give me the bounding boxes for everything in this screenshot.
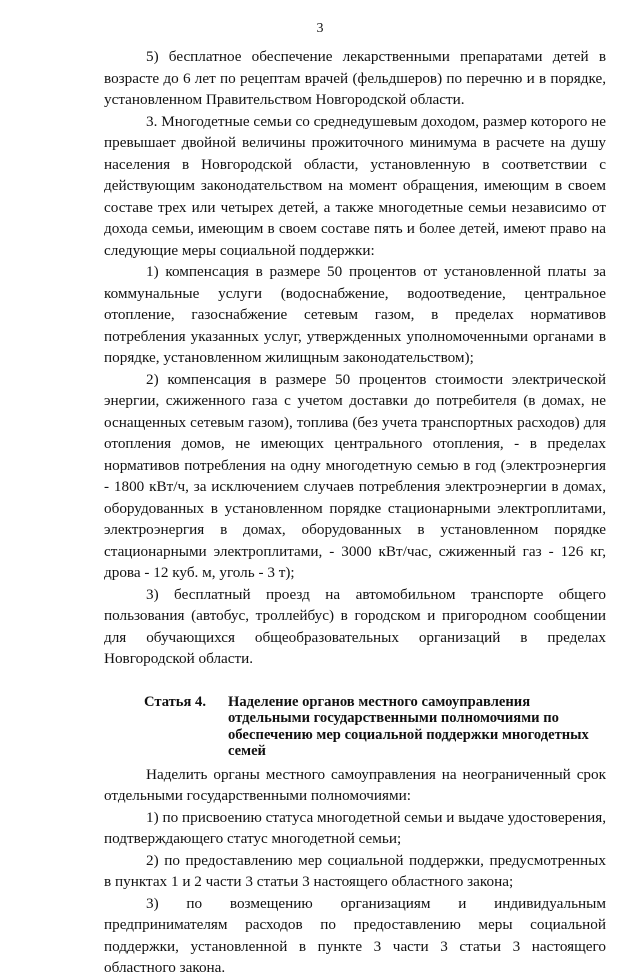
document-body xyxy=(104,46,606,979)
article-number: Статья 4. xyxy=(144,693,206,710)
paragraph-section-3-large-families: 3. Многодетные семьи со среднедушевым доходом, размер которого не превышает двойной величины прожиточного минимума в расчете на душу населения в Новгородской области, установленную в соответствии с действующим законодательством на момент обращения, имеющим в своем составе трех или четырех детей, а также многодетные семьи независимо от дохода семьи, имеющим в своем составе пять и более детей, имеют право на следующие меры социальной поддержки: xyxy=(104,112,607,259)
paragraph-item-5-free-medicines: 5) бесплатное обеспечение лекарственными препаратами детей в возрасте до 6 лет по рецептам врачей (фельдшеров) по перечню и в порядке, установленном Правительством Новгородской области. xyxy=(104,48,606,108)
paragraph-power-2: 2) по предоставлению мер социальной поддержки, предусмотренных в пунктах 1 и 2 части 3 статьи 3 настоящего областного закона; xyxy=(104,851,606,890)
paragraph-power-3: 3) по возмещению организациям и индивидуальным предпринимателям расходов по предоставлению меры социальной поддержки, установленной в пункте 3 части 3 статьи 3 настоящего областного закона. xyxy=(104,894,606,976)
article-heading xyxy=(104,694,606,760)
paragraph-delegation-intro: Наделить органы местного самоуправления на неограниченный срок отдельными государственными полномочиями: xyxy=(104,765,606,804)
paragraph-item-1-utilities-compensation: 1) компенсация в размере 50 процентов от установленной платы за коммунальные услуги (водоснабжение, водоотведение, центральное отопление, газоснабжение сетевым газом, в пределах нормативов потребления указанных услуг, утвержденных уполномоченными органами в порядке, установленном жилищным законодательством); xyxy=(104,263,606,366)
article-title: Наделение органов местного самоуправления отдельными государственными полномочиями по обеспечению мер социальной поддержки многодетных семей xyxy=(228,693,589,759)
paragraph-item-3-free-transport: 3) бесплатный проезд на автомобильном транспорте общего пользования (автобус, троллейбус) в городском и пригородном сообщении для обучающихся общеобразовательных организаций в пределах Новгородской области. xyxy=(104,585,606,667)
paragraph-power-1: 1) по присвоению статуса многодетной семьи и выдаче удостоверения, подтверждающего статус многодетной семьи; xyxy=(104,808,606,847)
paragraph-item-2-energy-compensation: 2) компенсация в размере 50 процентов стоимости электрической энергии, сжиженного газа с учетом доставки до потребителя (в домах, не оснащенных сетевым газом), топлива (без учета транспортных расходов) для отопления домов, не имеющих центрального отопления, - в пределах нормативов потребления на одну многодетную семью в год (электроэнергия - 1800 кВт/ч, за исключением случаев потребления электроэнергии в домах, оборудованных в установленном порядке стационарными электроплитами, электроэнергия в домах, оборудованных в установленном порядке стационарными электроплитами, - 3000 кВт/час, сжиженный газ - 126 кг, дрова - 12 куб. м, уголь - 3 т); xyxy=(104,370,606,581)
page-number: 3 xyxy=(316,21,324,36)
article-body xyxy=(104,764,606,979)
